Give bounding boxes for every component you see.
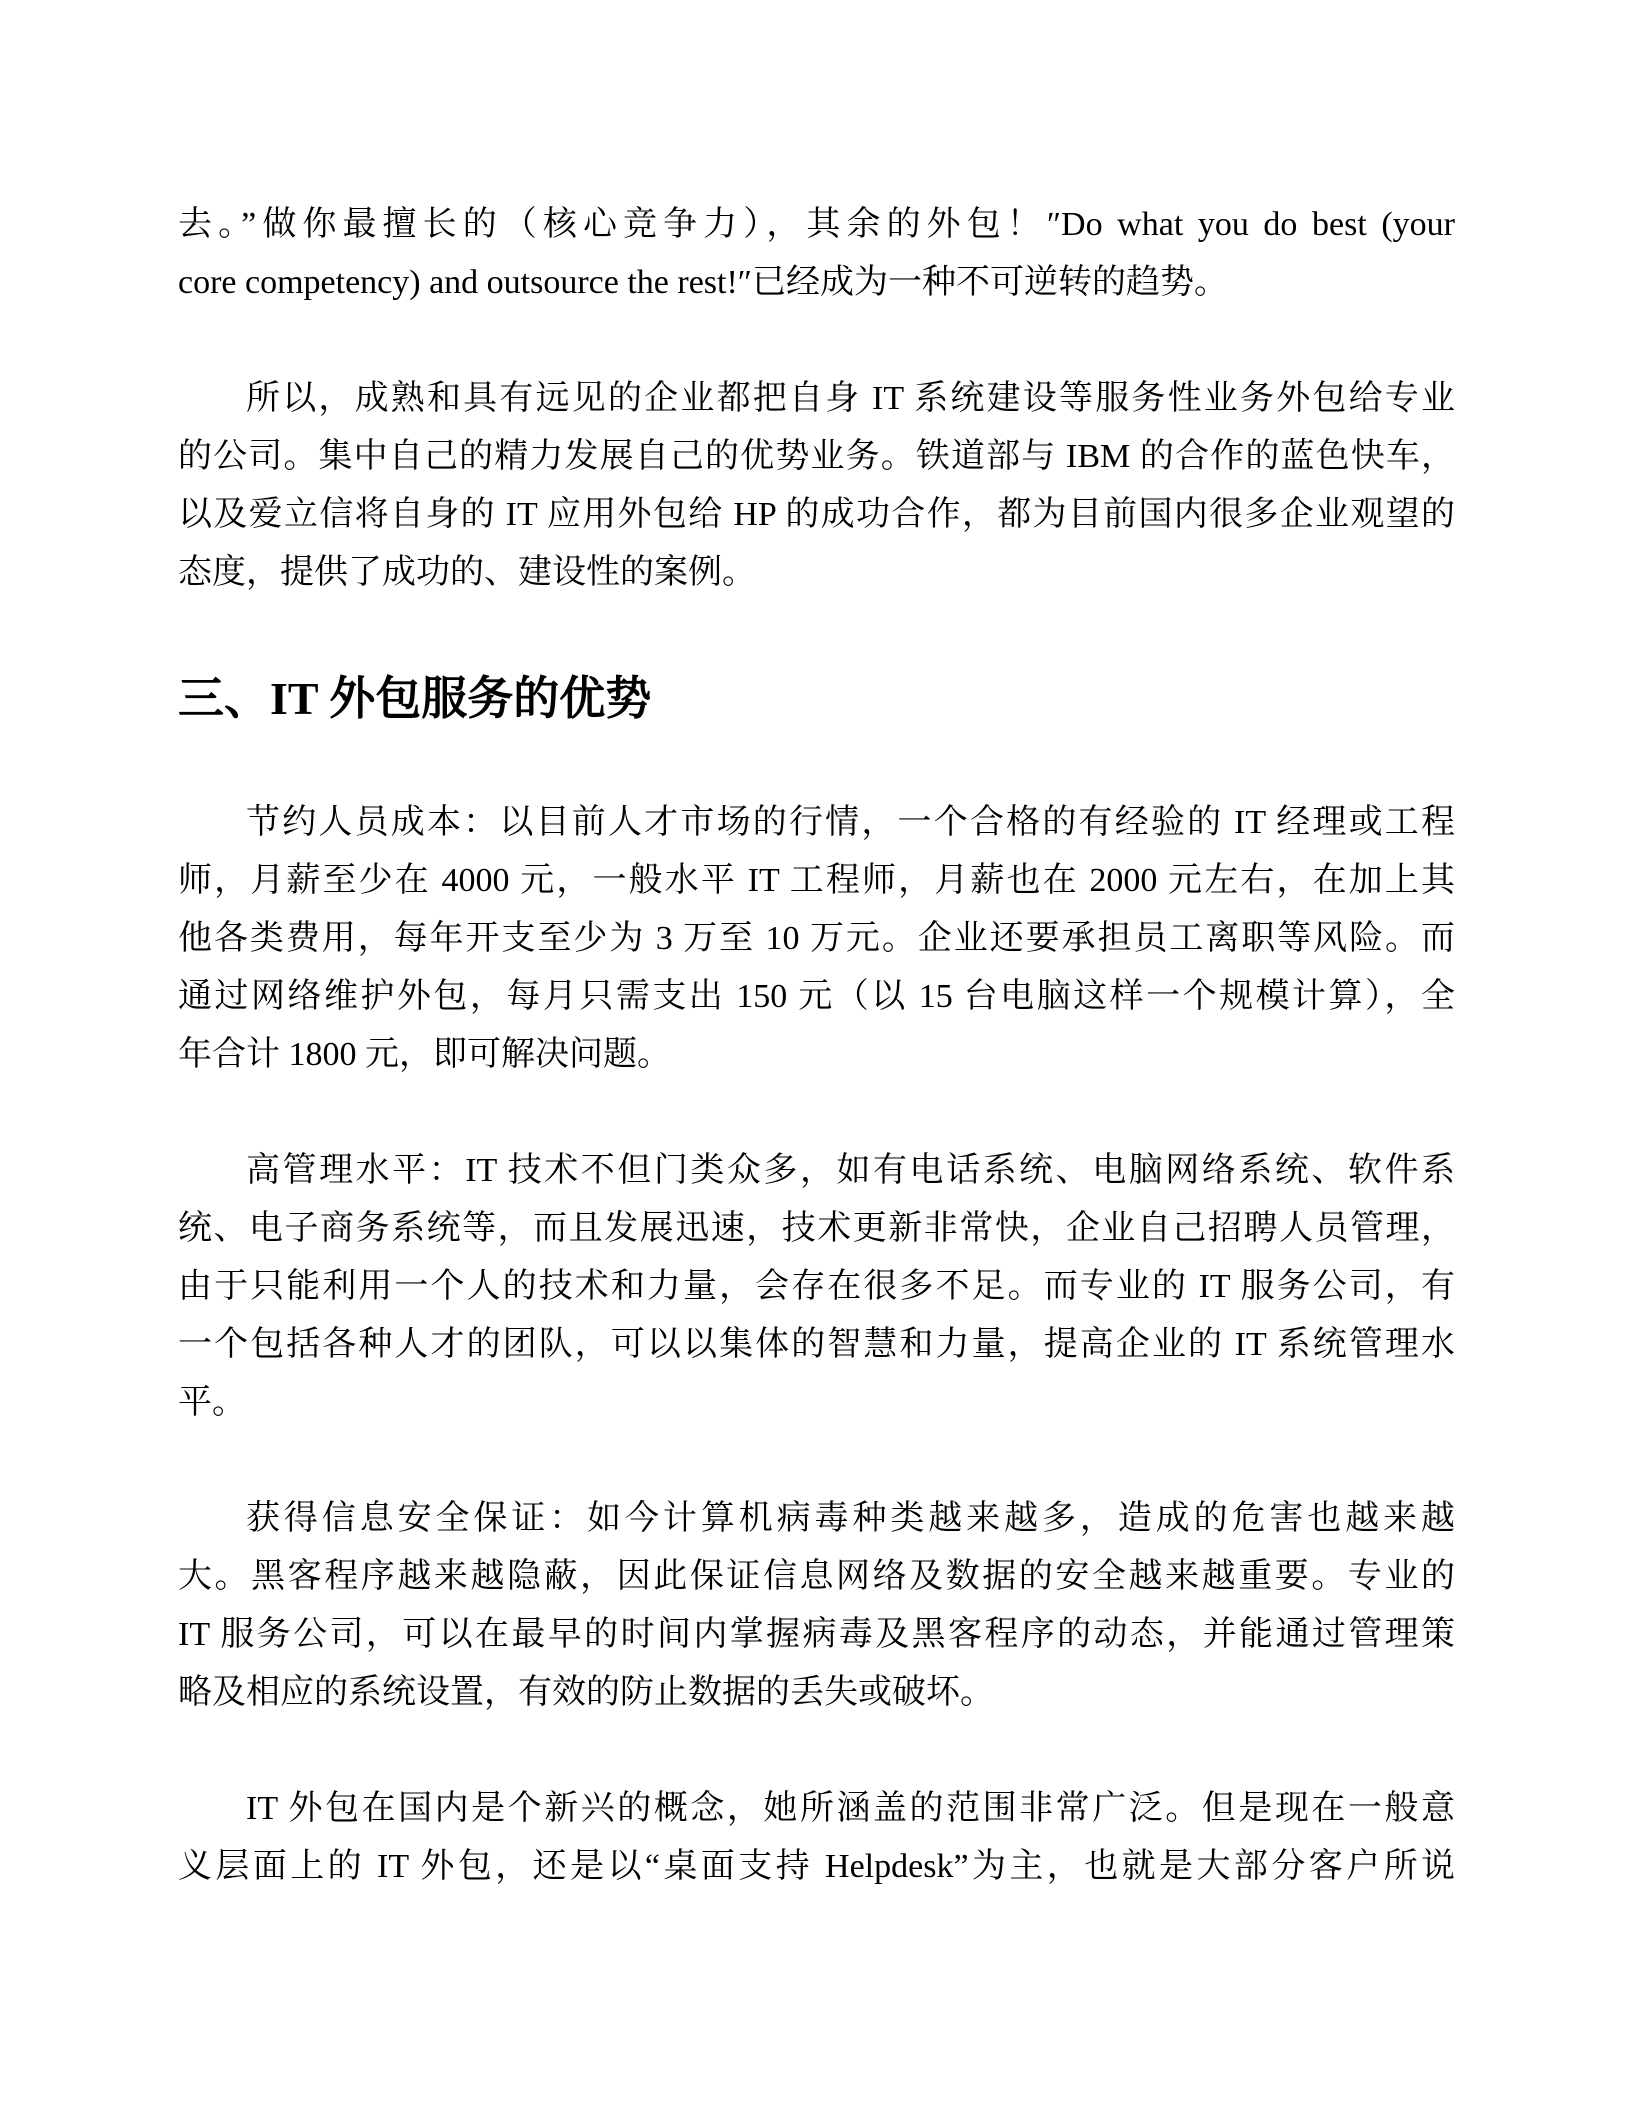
text-line: 的公司。集中自己的精力发展自己的优势业务。铁道部与 IBM 的合作的蓝色快车， [178, 438, 1455, 475]
text-line: 大。黑客程序越来越隐蔽，因此保证信息网络及数据的安全越来越重要。专业的 [178, 1558, 1455, 1595]
text-line: 平。 [178, 1384, 246, 1421]
text-line: 义层面上的 IT 外包，还是以“桌面支持 Helpdesk”为主，也就是大部分客户所说 [178, 1848, 1455, 1885]
text-line: 获得信息安全保证：如今计算机病毒种类越来越多，造成的危害也越来越 [246, 1500, 1455, 1537]
section-heading [178, 660, 1455, 738]
paragraph [178, 1142, 1455, 1432]
paragraph [178, 370, 1455, 602]
paragraph [178, 1490, 1455, 1722]
paragraph [178, 196, 1455, 312]
heading-text: 三、IT 外包服务的优势 [178, 673, 652, 724]
text-line: 年合计 1800 元，即可解决问题。 [178, 1036, 671, 1073]
text-line: 以及爱立信将自身的 IT 应用外包给 HP 的成功合作，都为目前国内很多企业观望的 [178, 496, 1455, 533]
text-line: 由于只能利用一个人的技术和力量，会存在很多不足。而专业的 IT 服务公司，有 [178, 1268, 1455, 1305]
text-line: IT 服务公司，可以在最早的时间内掌握病毒及黑客程序的动态，并能通过管理策 [178, 1616, 1455, 1653]
text-line: 所以，成熟和具有远见的企业都把自身 IT 系统建设等服务性业务外包给专业 [246, 380, 1455, 417]
text-line: 一个包括各种人才的团队，可以以集体的智慧和力量，提高企业的 IT 系统管理水 [178, 1326, 1455, 1363]
text-line: 通过网络维护外包，每月只需支出 150 元（以 15 台电脑这样一个规模计算），全 [178, 978, 1455, 1015]
text-line: 节约人员成本：以目前人才市场的行情，一个合格的有经验的 IT 经理或工程 [246, 804, 1455, 841]
text-line: 去。”做你最擅长的（核心竞争力），其余的外包！″Do what you do best (your [178, 206, 1455, 243]
document-body [178, 196, 1455, 1896]
text-line: 高管理水平：IT 技术不但门类众多，如有电话系统、电脑网络系统、软件系 [246, 1152, 1455, 1189]
text-line: 他各类费用，每年开支至少为 3 万至 10 万元。企业还要承担员工离职等风险。而 [178, 920, 1455, 957]
text-line: 态度，提供了成功的、建设性的案例。 [178, 554, 756, 591]
paragraph [178, 794, 1455, 1084]
text-line: 师，月薪至少在 4000 元，一般水平 IT 工程师，月薪也在 2000 元左右，在加上其 [178, 862, 1455, 899]
text-line: 统、电子商务系统等，而且发展迅速，技术更新非常快，企业自己招聘人员管理， [178, 1210, 1455, 1247]
text-line: IT 外包在国内是个新兴的概念，她所涵盖的范围非常广泛。但是现在一般意 [246, 1790, 1455, 1827]
text-line: 略及相应的系统设置，有效的防止数据的丢失或破坏。 [178, 1674, 994, 1711]
paragraph [178, 1780, 1455, 1896]
text-line: core competency) and outsource the rest!″已经成为一种不可逆转的趋势。 [178, 264, 1228, 301]
